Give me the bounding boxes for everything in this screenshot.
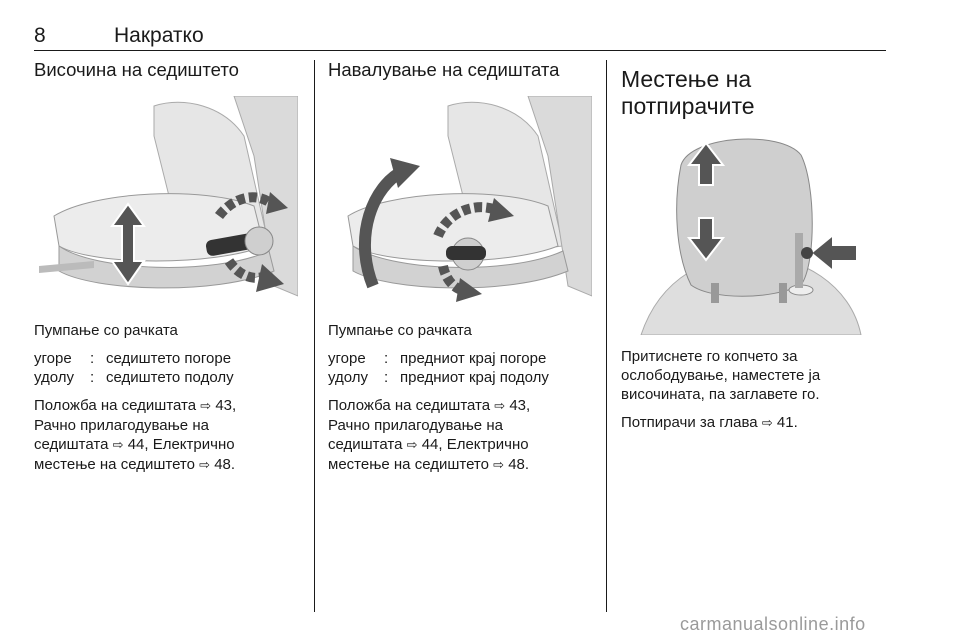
cross-reference: Положба на седиштата ⇨ 43, Рачно прилагодување на седиштата ⇨ 44, Електрично местење на седиштето ⇨ 48. — [328, 397, 531, 473]
seat-tilt-drawing — [328, 96, 592, 306]
page-link[interactable]: 43, — [509, 397, 531, 414]
seat-height-illustration — [34, 96, 298, 306]
section-heading: Навалување на седиштата — [328, 59, 560, 80]
head-restraint-drawing — [621, 125, 885, 335]
arrow-icon: ⇨ — [199, 458, 211, 473]
page-link[interactable]: 48. — [214, 456, 236, 473]
column-divider-2 — [606, 60, 607, 612]
page-link[interactable]: 48. — [508, 456, 530, 473]
head-restraint-illustration — [621, 125, 885, 335]
table-row: угоре : седиштето погоре — [34, 350, 232, 367]
arrow-icon: ⇨ — [494, 399, 506, 414]
section-body — [34, 321, 304, 475]
table-row: угоре : предниот крај погоре — [328, 350, 547, 367]
section-body — [328, 321, 598, 475]
watermark: carmanualsonline.info — [680, 614, 866, 634]
caption: Пумпање со рачката — [328, 322, 472, 339]
section-heading: Местење на потпирачите — [621, 66, 755, 119]
section-seat-tilt — [328, 58, 598, 82]
header-rule — [34, 50, 886, 51]
table-row: удолу : седиштето подолу — [34, 369, 234, 386]
instruction-paragraph: Притиснете го копчето за ослободување, наместете ја височината, па заглавете го. — [621, 348, 821, 403]
column-divider-1 — [314, 60, 315, 612]
arrow-icon: ⇨ — [406, 438, 418, 453]
arrow-icon: ⇨ — [761, 416, 773, 431]
arrow-icon: ⇨ — [200, 399, 212, 414]
page-number: 8 — [34, 24, 46, 47]
arrow-icon: ⇨ — [112, 438, 124, 453]
page-link[interactable]: 41. — [776, 414, 798, 431]
page-link[interactable]: 44, Електрично — [421, 436, 529, 453]
arrow-icon: ⇨ — [493, 458, 505, 473]
cross-reference: Положба на седиштата ⇨ 43, Рачно прилагодување на седиштата ⇨ 44, Електрично местење на седиштето ⇨ 48. — [34, 397, 237, 473]
section-body — [621, 347, 891, 433]
seat-tilt-illustration — [328, 96, 592, 306]
page-header — [34, 24, 886, 48]
cross-reference: Потпирачи за глава ⇨ 41. — [621, 414, 798, 431]
seat-height-drawing — [34, 96, 298, 306]
page-link[interactable]: 43, — [215, 397, 237, 414]
section-heading: Височина на седиштето — [34, 59, 239, 80]
section-seat-height — [34, 58, 304, 82]
page-title: Накратко — [114, 24, 204, 47]
caption: Пумпање со рачката — [34, 322, 178, 339]
table-row: удолу : предниот крај подолу — [328, 369, 549, 386]
page-link[interactable]: 44, Електрично — [127, 436, 235, 453]
